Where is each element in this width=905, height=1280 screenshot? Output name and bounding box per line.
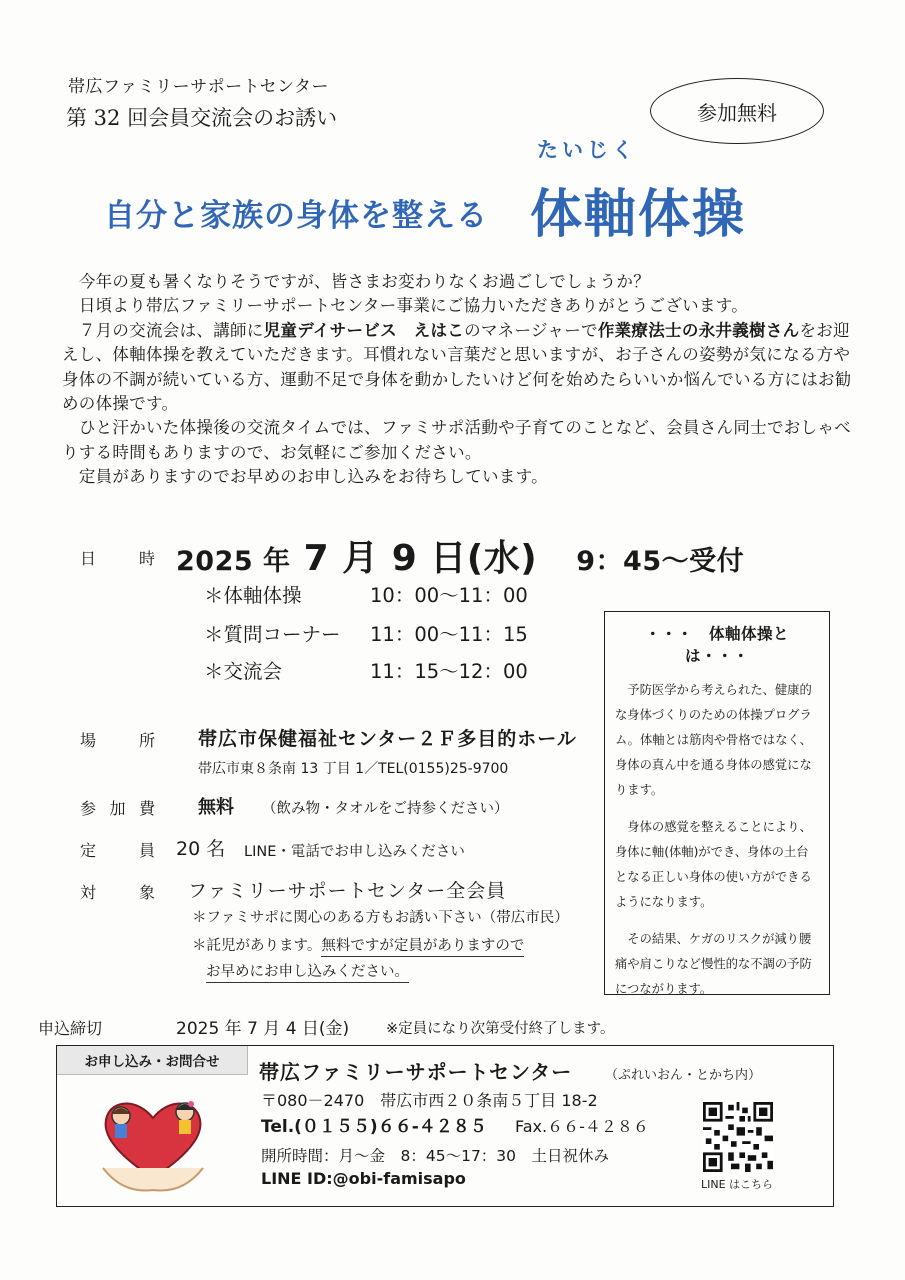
intro-line: 今年の夏も暑くなりそうですが、皆さまお変わりなくお過ごしでしょうか？ <box>78 272 651 291</box>
fee-note: （飲み物・タオルをご持参ください） <box>262 801 509 817</box>
schedule-item: ＊体軸体操 10：00～11：00 <box>204 584 528 607</box>
intro-line: ひと汗かいた体操後の交流タイムでは、ファミサポ活動や子育てのことなど、会員さん同士でおしゃべりする時間もありますので、お気軽にご参加ください。 <box>62 418 851 462</box>
fee-label: 参 加 費 <box>80 799 155 818</box>
contact-tel[interactable]: Tel.(０１５５)６６-４２８５ <box>261 1117 487 1137</box>
contact-fax: Fax.６６-４２８６ <box>515 1117 649 1136</box>
intro-bold: 児童デイサービス えはこ <box>263 320 465 340</box>
event-datetime <box>176 530 744 581</box>
contact-tag: お申し込み・お問合せ <box>57 1046 248 1075</box>
qr-code-icon[interactable] <box>703 1102 773 1172</box>
intro-bold: 作業療法士の永井義樹さん <box>597 320 800 340</box>
capacity-note: LINE・電話でお申し込みください <box>244 844 465 860</box>
event-year: 2025 年 <box>176 546 291 577</box>
datetime-label: 日 時 <box>80 549 155 568</box>
deadline-label: 申込締切 <box>38 1019 103 1038</box>
contact-name: 帯広ファミリーサポートセンター <box>259 1060 573 1084</box>
venue-address: 帯広市東８条南 13 丁目 1／TEL(0155)25-9700 <box>198 761 509 777</box>
schedule-item: ＊交流会 11：15～12：00 <box>204 660 528 683</box>
info-box <box>604 611 830 995</box>
info-box-paragraph: 予防医学から考えられた、健康的な身体づくりのための体操プログラム。体軸とは筋肉や骨格ではなく、身体の真ん中を通る身体の感覚になります。 <box>615 683 812 797</box>
info-box-paragraph: その結果、ケガのリスクが減り腰痛や肩こりなど慢性的な不調の予防につながります。 <box>615 932 812 996</box>
intro-line: のマネージャーで <box>464 320 598 340</box>
target-label: 対 象 <box>80 883 155 902</box>
info-box-title: ・・・ 体軸体操とは・・・ <box>644 625 789 665</box>
event-date: 7 月 9 日 <box>303 538 467 579</box>
free-badge <box>650 78 824 144</box>
venue-name: 帯広市保健福祉センター２Ｆ多目的ホール <box>198 728 577 750</box>
title-ruby: たいじく <box>537 138 637 162</box>
info-box-paragraph: 身体の感覚を整えることにより、身体に軸(体軸)ができ、身体の土台となる正しい身体の使い方ができるようになります。 <box>615 820 812 909</box>
contact-address: 〒080－2470 帯広市西２０条南５丁目 18-2 <box>261 1091 598 1110</box>
capacity-label: 定 員 <box>80 841 155 860</box>
line-id[interactable]: LINE ID:@obi-famisapo <box>261 1169 466 1188</box>
organization-name: 帯広ファミリーサポートセンター <box>68 77 329 97</box>
title-lead: 自分と家族の身体を整える <box>104 198 488 234</box>
childcare-note: ＊託児があります。無料ですが定員がありますので <box>192 934 524 955</box>
qr-caption: LINE はこちら <box>701 1178 774 1191</box>
intro-line: をお迎えし、体軸体操を教えていただきます。耳慣れない言葉だと思いますが、お子さんの姿勢が気になる方や身体の不調が続いている方、運動不足で身体を動かしたいけど何を始めたらいいか悩んでいる方にはお勧めの体操です。 <box>62 320 852 414</box>
contact-subname: （ぷれいおん・とかち内） <box>605 1068 762 1083</box>
event-time: 9：45～受付 <box>576 546 745 577</box>
page-title: 体軸体操 <box>530 185 747 245</box>
deadline-date: 2025 年 7 月 4 日(金) <box>176 1019 350 1039</box>
target-note: ＊ファミサポに関心のある方もお誘い下さい（帯広市民） <box>192 910 569 926</box>
schedule-item: ＊質問コーナー 11：00～11：15 <box>204 623 528 646</box>
intro-line: 定員がありますのでお早めのお申し込みをお待ちしています。 <box>78 467 548 487</box>
intro-line: ７月の交流会は、講師に <box>78 320 264 340</box>
childcare-note-2: お早めにお申し込みください。 <box>206 960 409 981</box>
deadline-note: ※定員になり次第受付終了します。 <box>386 1021 615 1037</box>
intro-line: 日頃より帯広ファミリーサポートセンター事業にご協力いただきありがとうございます。 <box>78 296 749 316</box>
heart-hands-illustration <box>93 1090 213 1196</box>
contact-box <box>56 1045 834 1207</box>
free-badge-label: 参加無料 <box>697 100 777 125</box>
fee-value: 無料 <box>198 797 234 818</box>
intro-text <box>62 270 852 490</box>
office-hours: 開所時間：月～金 8：45～17：30 土日祝休み <box>261 1147 610 1165</box>
capacity-value: 20 名 <box>176 838 226 860</box>
target-value: ファミリーサポートセンター全会員 <box>188 880 507 902</box>
event-weekday: (水) <box>466 538 538 579</box>
invitation-title: 第 32 回会員交流会のお誘い <box>66 106 338 130</box>
venue-label: 場 所 <box>80 731 155 750</box>
